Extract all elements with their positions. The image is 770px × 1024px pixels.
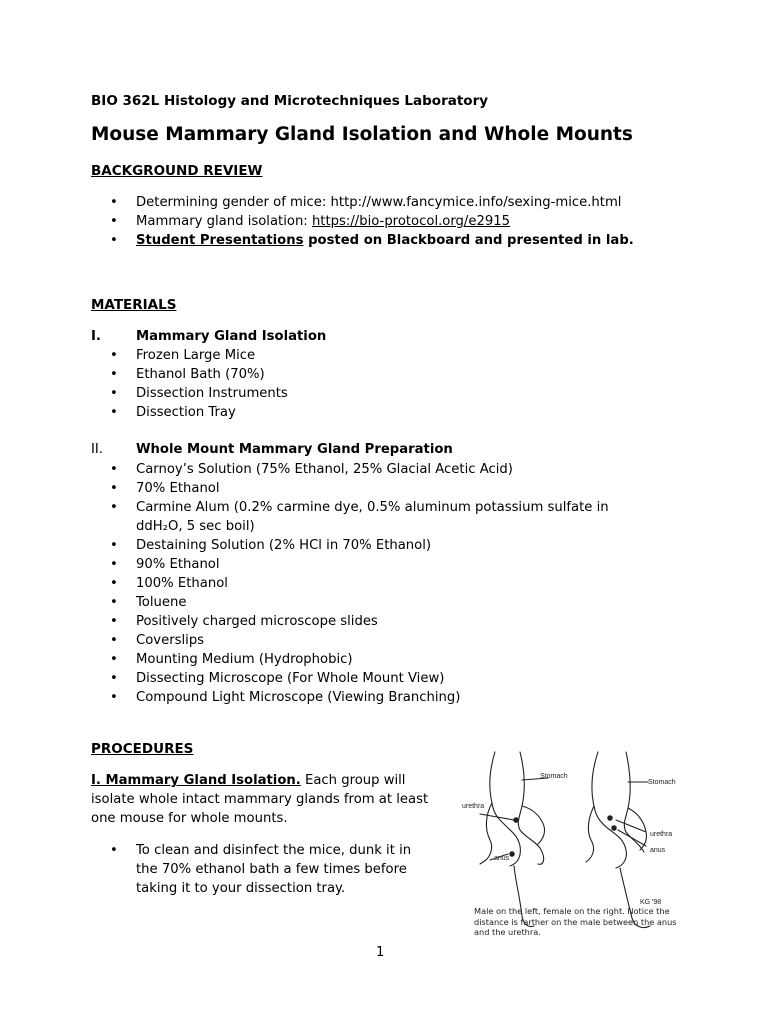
label-urethra-right: urethra: [650, 831, 673, 838]
bullet-icon: •: [110, 614, 118, 629]
bullet-icon: •: [110, 538, 118, 553]
step-text: Each group will: [300, 773, 406, 788]
list-item: Carmine Alum (0.2% carmine dye, 0.5% aluminum potassium sulfate in: [136, 500, 609, 515]
figure-caption: Male on the left, female on the right. Notice the distance is farther on the male between the anus and the urethra.: [474, 906, 677, 937]
procedure-paragraph-line2: isolate whole intact mammary glands from at least: [91, 792, 429, 807]
list-item: 90% Ethanol: [136, 557, 220, 572]
bullet-icon: •: [110, 233, 118, 248]
section2-numeral: II.: [91, 442, 103, 457]
female-urethra-dot: [608, 816, 612, 820]
female-left-leg: [586, 806, 594, 862]
procedure-bullet-line3: taking it to your dissection tray.: [136, 881, 346, 896]
document-title: Mouse Mammary Gland Isolation and Whole Mounts: [91, 124, 633, 145]
procedure-paragraph-line1: [91, 773, 405, 788]
label-urethra-left: urethra: [462, 803, 485, 810]
bullet-icon: •: [110, 843, 118, 858]
student-presentations-label: Student Presentations: [136, 233, 304, 248]
bullet-icon: •: [110, 500, 118, 515]
course-title: BIO 362L Histology and Microtechniques Laboratory: [91, 93, 489, 109]
page-number: 1: [376, 945, 385, 960]
male-right-leg: [522, 806, 545, 844]
list-item: 100% Ethanol: [136, 576, 228, 591]
procedures-heading: PROCEDURES: [91, 741, 194, 757]
list-item: Carnoy’s Solution (75% Ethanol, 25% Glacial Acetic Acid): [136, 462, 513, 477]
list-item: Destaining Solution (2% HCl in 70% Ethanol): [136, 538, 432, 553]
bullet-icon: •: [110, 348, 118, 363]
bullet-icon: •: [110, 652, 118, 667]
presentations-text: posted on Blackboard and presented in lab.: [303, 233, 634, 248]
bullet-icon: •: [110, 595, 118, 610]
background-item-presentations: [136, 233, 634, 248]
bullet-icon: •: [110, 633, 118, 648]
bullet-icon: •: [110, 576, 118, 591]
male-left-leg: [480, 803, 492, 864]
label-stomach-right: Stomach: [648, 779, 676, 786]
bullet-icon: •: [110, 367, 118, 382]
bullet-icon: •: [110, 195, 118, 210]
list-item: 70% Ethanol: [136, 481, 220, 496]
section1-title: Mammary Gland Isolation: [136, 329, 327, 344]
list-item: Dissection Instruments: [136, 386, 288, 401]
list-item: Coverslips: [136, 633, 205, 648]
bullet-icon: •: [110, 690, 118, 705]
list-item: Ethanol Bath (70%): [136, 367, 265, 382]
list-item: Dissection Tray: [136, 405, 236, 420]
section2-title: Whole Mount Mammary Gland Preparation: [136, 442, 453, 457]
male-mouse-body: [490, 752, 544, 866]
bullet-icon: •: [110, 462, 118, 477]
isolation-label: Mammary gland isolation:: [136, 214, 312, 229]
bullet-icon: •: [110, 214, 118, 229]
bullet-icon: •: [110, 481, 118, 496]
label-stomach-left: Stomach: [540, 773, 568, 780]
bullet-icon: •: [110, 557, 118, 572]
list-item: Toluene: [136, 595, 187, 610]
list-item: Frozen Large Mice: [136, 348, 256, 363]
background-item-isolation: [136, 214, 510, 229]
bio-protocol-link[interactable]: https://bio-protocol.org/e2915: [311, 214, 511, 229]
step-title: I. Mammary Gland Isolation.: [91, 773, 301, 788]
artist-signature: KG '98: [640, 899, 662, 906]
list-item: Compound Light Microscope (Viewing Branching): [136, 690, 461, 705]
list-item: Mounting Medium (Hydrophobic): [136, 652, 353, 667]
list-item-continuation: ddH₂O, 5 sec boil): [136, 519, 255, 534]
list-item: Positively charged microscope slides: [136, 614, 378, 629]
female-anus-dot: [612, 826, 616, 830]
procedure-bullet-line2: the 70% ethanol bath a few times before: [136, 862, 407, 877]
bullet-icon: •: [110, 386, 118, 401]
list-item: Dissecting Microscope (For Whole Mount View): [136, 671, 445, 686]
bullet-icon: •: [110, 405, 118, 420]
label-anus-right: anus: [650, 847, 666, 854]
section1-numeral: I.: [91, 329, 101, 344]
procedure-bullet-line1: To clean and disinfect the mice, dunk it in: [136, 843, 412, 858]
procedure-paragraph-line3: one mouse for whole mounts.: [91, 811, 288, 826]
label-anus-left: anus: [494, 855, 510, 862]
background-item-sexing: Determining gender of mice: http://www.fancymice.info/sexing-mice.html: [136, 195, 622, 210]
background-heading: BACKGROUND REVIEW: [91, 163, 263, 179]
female-mouse-body: [592, 752, 644, 868]
male-anus-dot: [510, 852, 514, 856]
bullet-icon: •: [110, 671, 118, 686]
materials-heading: MATERIALS: [91, 297, 177, 313]
